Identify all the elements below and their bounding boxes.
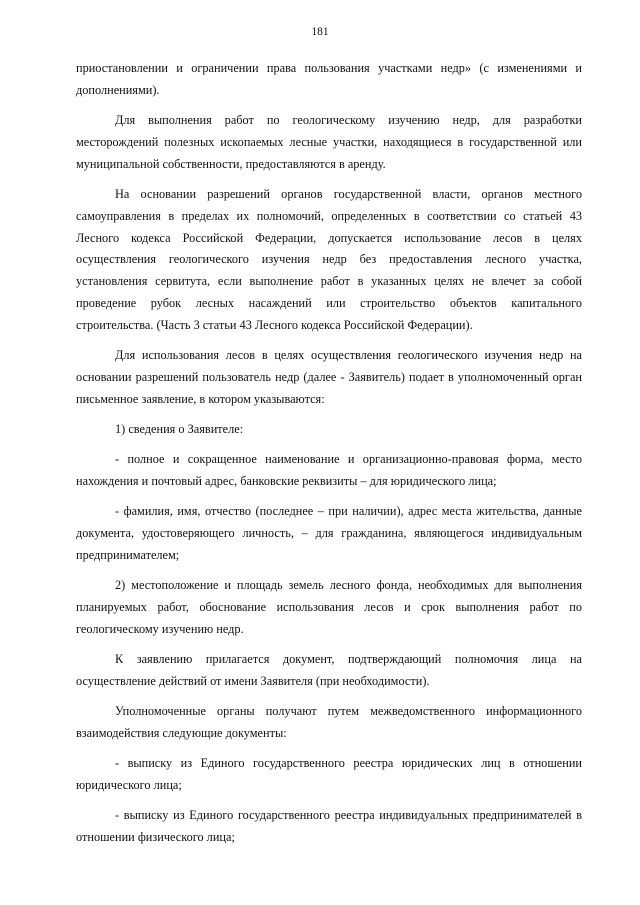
paragraph-interagency-documents: Уполномоченные органы получают путем межведомственного информационного взаимодействия следующие документы: bbox=[76, 704, 582, 741]
paragraph-permit-basis: На основании разрешений органов государственной власти, органов местного самоуправления в пределах их полномочий, определенных в соответствии со статьей 43 Лесного кодекса Российской Федерации, допускается использование лесов в целях осуществления геологического изучения недр без предоставления лесного участка, установления сервитута, если выполнение работ в указанных целях не влечет за собой проведение рубок лесных насаждений или строительство объектов капитального строительства. (Часть 3 статьи 43 Лесного кодекса Российской Федерации). bbox=[76, 186, 582, 332]
list-item-legal-entity: - полное и сокращенное наименование и организационно-правовая форма, место нахождения и почтовый адрес, банковские реквизиты – для юридического лица; bbox=[76, 452, 582, 489]
document-body bbox=[76, 58, 582, 858]
list-item-egrip-extract: - выписку из Единого государственного реестра индивидуальных предпринимателей в отношении физического лица; bbox=[76, 808, 582, 845]
paragraph-location-area: 2) местоположение и площадь земель лесного фонда, необходимых для выполнения планируемых работ, обоснование использования лесов и срок выполнения работ по геологическому изучению недр. bbox=[76, 578, 582, 636]
page-number: 181 bbox=[311, 26, 329, 38]
paragraph-authority-document: К заявлению прилагается документ, подтверждающий полномочия лица на осуществление действий от имени Заявителя (при необходимости). bbox=[76, 652, 582, 688]
list-item-egrul-extract: - выписку из Единого государственного реестра юридических лиц в отношении юридического лица; bbox=[76, 756, 582, 793]
paragraph-continuation: приостановлении и ограничении права пользования участками недр» (с изменениями и дополнениями). bbox=[76, 61, 582, 97]
list-item-individual-entrepreneur: - фамилия, имя, отчество (последнее – при наличии), адрес места жительства, данные документа, удостоверяющего личность, – для гражданина, являющегося индивидуальным предпринимателем; bbox=[76, 504, 582, 562]
paragraph-applicant-info: 1) сведения о Заявителе: bbox=[115, 421, 244, 436]
paragraph-application-submission: Для использования лесов в целях осуществления геологического изучения недр на основании разрешений пользователь недр (далее - Заявитель) подает в уполномоченный орган письменное заявление, в котором указываются: bbox=[76, 348, 582, 406]
paragraph-lease-provision: Для выполнения работ по геологическому изучению недр, для разработки месторождений полезных ископаемых лесные участки, находящиеся в государственной или муниципальной собственности, предоставляются в аренду. bbox=[76, 113, 582, 171]
